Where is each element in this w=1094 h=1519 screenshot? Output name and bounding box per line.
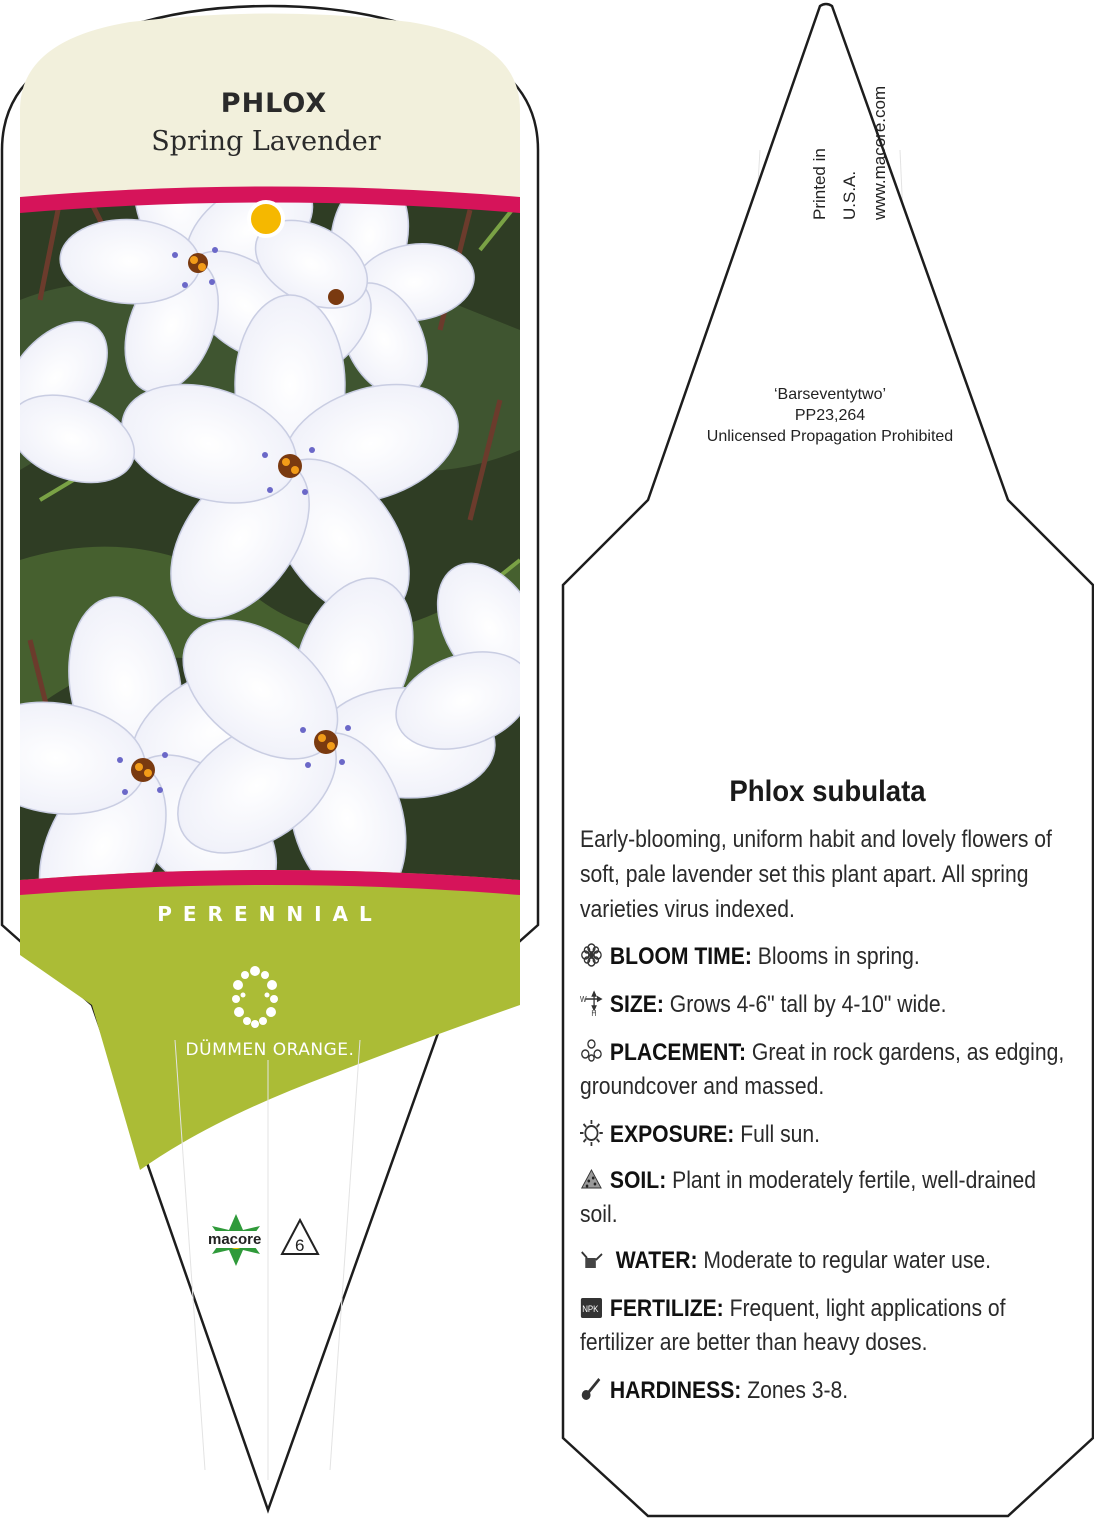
- info-value: Blooms in spring.: [757, 943, 920, 970]
- flower-icon: [580, 942, 603, 968]
- size-h-letter: H: [591, 1008, 597, 1016]
- info-value: Grows 4-6" tall by 4-10" wide.: [669, 991, 947, 1018]
- macore-logo-text: macore: [208, 1231, 262, 1248]
- info-fertilize: [580, 1292, 1077, 1360]
- propagation-notice: Unlicensed Propagation Prohibited: [706, 428, 954, 445]
- info-label: FERTILIZE:: [609, 1295, 724, 1322]
- plant-description: Early-blooming, uniform habit and lovely flowers of soft, pale lavender set this plant apart. All spring varieties virus indexed.: [580, 826, 1052, 923]
- info-value: Zones 3-8.: [747, 1377, 849, 1404]
- printed-line: Printed in U.S.A.: [810, 148, 859, 220]
- right-tag-outline: [563, 4, 1093, 1516]
- brand-name: DÜMMEN ORANGE.: [185, 1040, 355, 1060]
- soil-icon: [580, 1166, 603, 1192]
- cultivar-code: ‘Barseventytwo’: [773, 386, 887, 403]
- placement-icon: [580, 1038, 603, 1064]
- info-label: SOIL:: [609, 1167, 667, 1194]
- info-bloom-time: [580, 940, 1077, 974]
- category-label: PERENNIAL: [157, 902, 383, 926]
- plant-photo: [0, 124, 564, 952]
- size-w-letter: W: [580, 994, 587, 1005]
- info-label: BLOOM TIME:: [609, 943, 752, 970]
- recycle-code: 6: [295, 1236, 305, 1255]
- info-label: WATER:: [615, 1247, 698, 1274]
- plant-title: PHLOX: [220, 88, 328, 119]
- cultivar-name: Spring Lavender: [151, 126, 381, 157]
- info-value: Great in rock gardens, as edging, groundcover and massed.: [580, 1039, 1065, 1100]
- thermometer-icon: [580, 1376, 603, 1402]
- bloom-color-dot: [249, 202, 283, 236]
- info-label: PLACEMENT:: [609, 1039, 747, 1066]
- size-arrows-icon: [580, 990, 603, 1016]
- sun-icon: [580, 1120, 603, 1146]
- info-label: HARDINESS:: [609, 1377, 742, 1404]
- info-label: EXPOSURE:: [609, 1121, 735, 1148]
- info-value: Moderate to regular water use.: [703, 1247, 992, 1274]
- info-value: Full sun.: [740, 1121, 821, 1148]
- website-line: www.macore.com: [870, 85, 889, 220]
- info-hardiness: [580, 1374, 1077, 1408]
- scientific-name: Phlox subulata: [729, 775, 926, 808]
- patent-info: [640, 384, 1020, 447]
- npk-bag-icon: [580, 1294, 603, 1320]
- info-water: [580, 1244, 1077, 1278]
- info-value: Plant in moderately fertile, well-drained soil.: [580, 1167, 1037, 1228]
- patent-number: PP23,264: [794, 407, 866, 424]
- info-soil: [580, 1164, 1077, 1232]
- info-exposure: [580, 1118, 1077, 1152]
- info-label: SIZE:: [609, 991, 664, 1018]
- npk-text: NPK: [582, 1303, 599, 1315]
- info-placement: [580, 1036, 1077, 1104]
- watering-can-icon: [580, 1246, 603, 1272]
- printed-in-text: [805, 85, 895, 220]
- info-size: [580, 988, 1077, 1022]
- info-value: Frequent, light applications of fertilizer are better than heavy doses.: [580, 1295, 1006, 1356]
